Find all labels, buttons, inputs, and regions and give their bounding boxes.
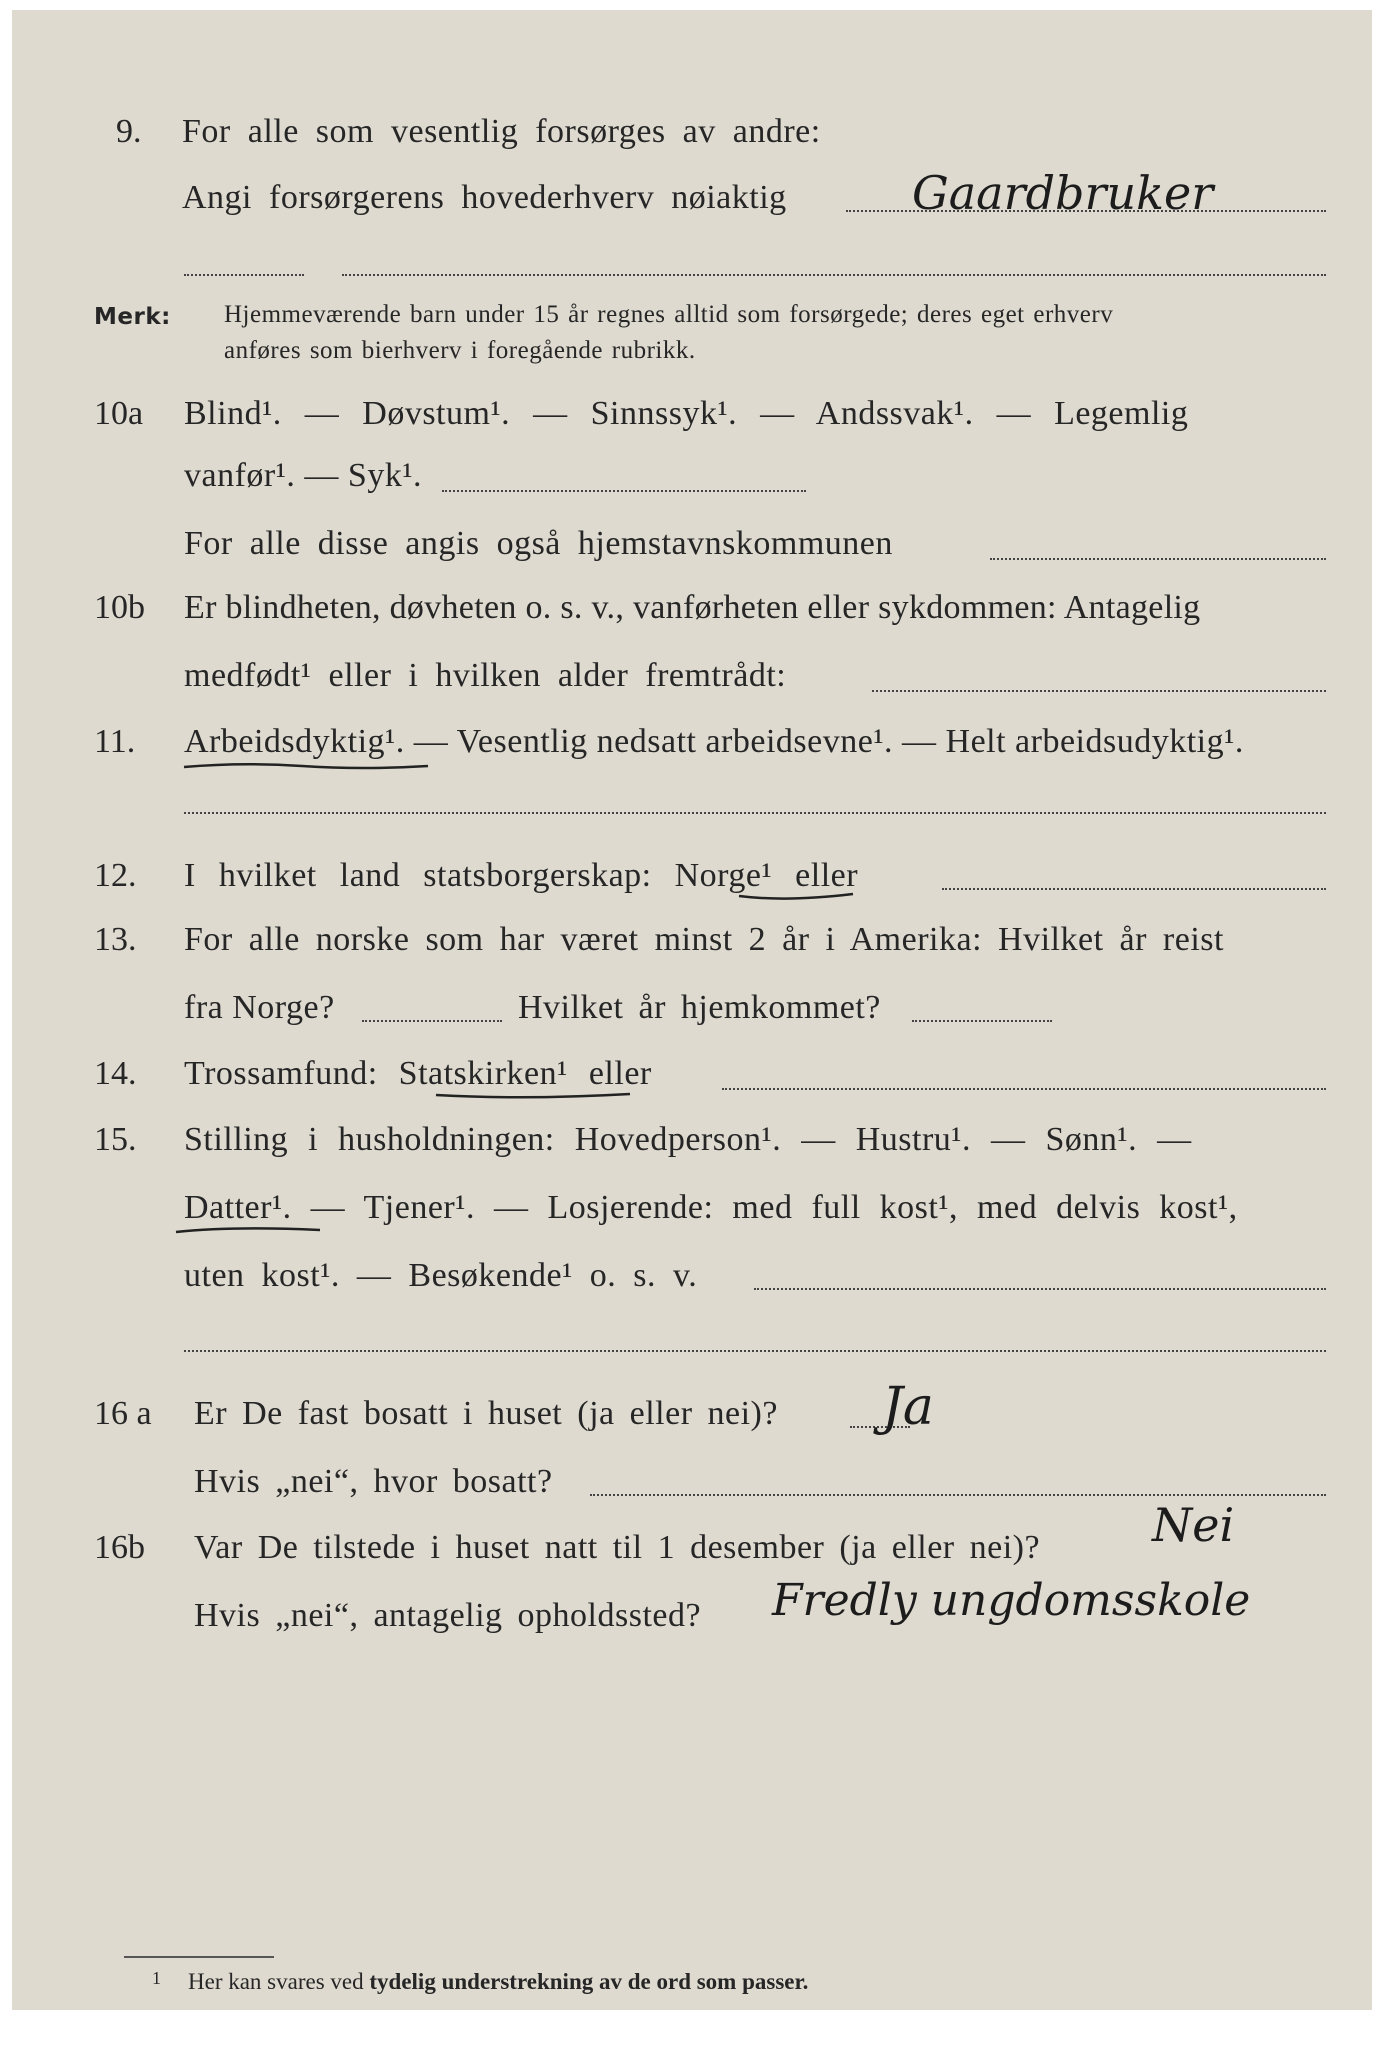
q10a-line3: For alle disse angis også hjemstavnskommunen	[184, 525, 893, 562]
footnote-text-bold: tydelig understrekning av de ord som passer.	[369, 1969, 809, 1994]
q15-line1: Stilling i husholdningen: Hovedperson¹. — Hustru¹. — Sønn¹. —	[184, 1121, 1192, 1158]
q12-number: 12.	[94, 857, 137, 894]
q15-extra-line	[184, 1348, 1326, 1352]
footnote-separator	[124, 1956, 274, 1958]
q13-line2a: fra Norge?	[184, 989, 335, 1026]
q16a-bosatt-line	[590, 1492, 1326, 1496]
q11-number: 11.	[94, 723, 136, 760]
q16b-handwritten-answer: Nei	[1152, 1498, 1235, 1552]
q15-line3: uten kost¹. — Besøkende¹ o. s. v.	[184, 1257, 698, 1294]
q15-line2: Datter¹. — Tjener¹. — Losjerende: med full kost¹, med delvis kost¹,	[184, 1189, 1238, 1226]
q16b-line1: Var De tilstede i huset natt til 1 desember (ja eller nei)?	[194, 1529, 1041, 1566]
q16b-handwritten-opholdssted: Fredly ungdomsskole	[772, 1575, 1251, 1626]
footnote-text-plain: Her kan svares ved	[188, 1969, 364, 1994]
q11-line1: Arbeidsdyktig¹. — Vesentlig nedsatt arbeidsevne¹. — Helt arbeidsudyktig¹.	[184, 723, 1244, 760]
q15-underline-datter	[174, 1224, 324, 1238]
q14-line1: Trossamfund: Statskirken¹ eller	[184, 1055, 652, 1092]
q16a-line2: Hvis „nei“, hvor bosatt?	[194, 1463, 553, 1500]
q10a-syk-line	[442, 488, 806, 492]
q14-trossamfund-line	[722, 1086, 1326, 1090]
q16a-number: 16 a	[94, 1395, 152, 1432]
q10b-alder-line	[872, 688, 1326, 692]
q9-number: 9.	[116, 113, 142, 150]
q11-extra-line	[184, 810, 1326, 814]
footnote-mark: 1	[152, 1968, 161, 1988]
q9-line2: Angi forsørgerens hovederhverv nøiaktig	[182, 179, 787, 216]
q13-line1: For alle norske som har været minst 2 år i Amerika: Hvilket år reist	[184, 921, 1224, 958]
merk-line1: Hjemmeværende barn under 15 år regnes alltid som forsørgede; deres eget erhverv	[224, 301, 1114, 328]
q9-line1: For alle som vesentlig forsørges av andre:	[182, 113, 821, 150]
q9-extra-line-b	[342, 272, 1326, 276]
q16b-number: 16b	[94, 1529, 145, 1566]
q9-extra-line-a	[184, 272, 304, 276]
q12-land-line	[942, 886, 1326, 890]
q14-underline-statskirken	[434, 1090, 634, 1104]
footnote-text	[188, 1968, 808, 1996]
q10a-number: 10a	[94, 395, 144, 432]
merk-line2: anføres som bierhverv i foregående rubrikk.	[224, 337, 696, 364]
q13-hjemkommet-line	[912, 1018, 1052, 1022]
q10b-line2: medfødt¹ eller i hvilken alder fremtrådt:	[184, 657, 787, 694]
merk-label: Merk:	[94, 304, 171, 330]
q14-number: 14.	[94, 1055, 137, 1092]
q16a-handwritten-answer: Ja	[882, 1377, 934, 1437]
q15-number: 15.	[94, 1121, 137, 1158]
census-form-page	[12, 10, 1372, 2010]
q10b-line1: Er blindheten, døvheten o. s. v., vanførheten eller sykdommen: Antagelig	[184, 589, 1201, 626]
q11-underline-arbeidsdyktig	[182, 760, 432, 774]
q16a-line1: Er De fast bosatt i huset (ja eller nei)?	[194, 1395, 778, 1432]
q13-reist-line	[362, 1018, 502, 1022]
q12-line1: I hvilket land statsborgerskap: Norge¹ eller	[184, 857, 859, 894]
q15-besokende-line	[754, 1286, 1326, 1290]
q16b-line2: Hvis „nei“, antagelig opholdssted?	[194, 1597, 702, 1634]
q12-underline-norge	[737, 890, 857, 904]
q9-handwritten-answer: Gaardbruker	[912, 166, 1214, 220]
q13-line2b: Hvilket år hjemkommet?	[518, 989, 881, 1026]
q10a-line2: vanfør¹. — Syk¹.	[184, 457, 423, 494]
q10a-kommune-line	[990, 556, 1326, 560]
q10a-line1: Blind¹. — Døvstum¹. — Sinnssyk¹. — Andssvak¹. — Legemlig	[184, 395, 1189, 432]
q10b-number: 10b	[94, 589, 145, 626]
q13-number: 13.	[94, 921, 137, 958]
